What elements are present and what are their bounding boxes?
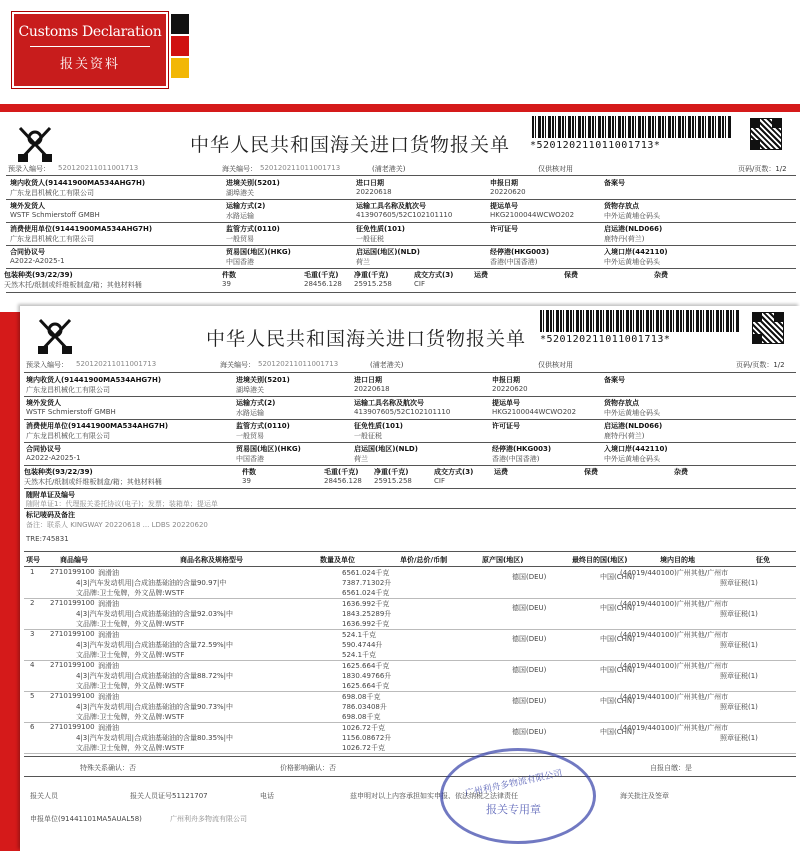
field-label: 杂费 bbox=[674, 468, 688, 476]
field-value: 香港(中国香港) bbox=[490, 258, 538, 266]
item-code: 2710199100 bbox=[50, 661, 95, 669]
item-final-destination: 中国(CHN) bbox=[600, 728, 635, 736]
flag-stripe-yellow bbox=[171, 58, 189, 78]
table-column-header: 征免 bbox=[756, 556, 770, 564]
field-value: 25915.258 bbox=[374, 477, 412, 485]
field-label: 征免性质(101) bbox=[356, 225, 406, 233]
item-qty-1: 1625.664千克 bbox=[342, 662, 390, 670]
marks-extra: TRE:745831 bbox=[26, 535, 69, 543]
item-origin: 德国(DEU) bbox=[512, 573, 547, 581]
field-label: 运输工具名称及航次号 bbox=[354, 399, 424, 407]
price-influence: 价格影响确认：否 bbox=[280, 764, 336, 772]
field-value: 39 bbox=[222, 280, 231, 288]
field-label: 运输工具名称及航次号 bbox=[356, 202, 426, 210]
table-row bbox=[20, 723, 800, 754]
field-label: 申报日期 bbox=[492, 376, 520, 384]
field-label: 监管方式(0110) bbox=[236, 422, 290, 430]
item-code: 2710199100 bbox=[50, 568, 95, 576]
item-name: 润滑油 bbox=[98, 600, 119, 608]
declarant-cert: 报关人员证号51121707 bbox=[130, 792, 208, 800]
item-name: 润滑油 bbox=[98, 631, 119, 639]
field-value: 20220620 bbox=[490, 188, 526, 196]
field-label: 启运港(NLD066) bbox=[604, 422, 663, 430]
field-value: 一般贸易 bbox=[236, 432, 264, 440]
grid-line bbox=[6, 199, 796, 200]
field-label: 入境口岸(442110) bbox=[604, 248, 668, 256]
field-value: WSTF Schmierstoff GMBH bbox=[26, 408, 116, 416]
field-label: 净重(千克) bbox=[354, 271, 389, 279]
grid-line bbox=[24, 566, 796, 567]
grid-line bbox=[24, 442, 796, 443]
item-qty-2: 786.03408升 bbox=[342, 703, 387, 711]
table-row bbox=[20, 661, 800, 692]
field-value: 广东龙昌机械化工有限公司 bbox=[26, 432, 110, 440]
stamp-bottom-text: 报关专用章 bbox=[486, 803, 541, 816]
customs-declaration-badge bbox=[12, 12, 168, 88]
item-final-destination: 中国(CHN) bbox=[600, 635, 635, 643]
table-row bbox=[20, 630, 800, 661]
field-value: 鹿特丹(荷兰) bbox=[604, 235, 645, 243]
item-final-destination: 中国(CHN) bbox=[600, 666, 635, 674]
field-label: 运费 bbox=[494, 468, 508, 476]
field-label: 件数 bbox=[242, 468, 256, 476]
field-value: 广东龙昌机械化工有限公司 bbox=[10, 189, 94, 197]
item-domestic-destination: (44019/440100)广州其他/广州市 bbox=[620, 569, 729, 577]
form-title: 中华人民共和国海关进口货物报关单 bbox=[190, 134, 511, 156]
customs-note: 海关批注及签章 bbox=[620, 792, 669, 800]
grid-line bbox=[24, 776, 796, 777]
item-spec: 4|3|汽车发动机用|合成油基础油的含量80.35%|中 bbox=[76, 734, 234, 742]
item-final-destination: 中国(CHN) bbox=[600, 604, 635, 612]
grid-line bbox=[6, 268, 796, 269]
item-spec: 4|3|汽车发动机用|合成油基础油的含量92.03%|中 bbox=[76, 610, 234, 618]
item-brand: 文品牌:卫士兔牌，外文品牌:WSTF bbox=[76, 589, 185, 597]
item-domestic-destination: (44019/440100)广州其他/广州市 bbox=[620, 693, 729, 701]
item-origin: 德国(DEU) bbox=[512, 604, 547, 612]
field-label: 征免性质(101) bbox=[354, 422, 404, 430]
field-value: 天然木托/纸制或纤维板制盒/箱；其他材料桶 bbox=[4, 281, 142, 289]
item-qty-1: 6561.024千克 bbox=[342, 569, 390, 577]
field-value: 中国香港 bbox=[236, 455, 264, 463]
item-domestic-destination: (44019/440100)广州其他/广州市 bbox=[620, 662, 729, 670]
field-value: 天然木托/纸制或纤维板制盒/箱；其他材料桶 bbox=[24, 478, 162, 486]
item-final-destination: 中国(CHN) bbox=[600, 697, 635, 705]
item-brand: 文品牌:卫士兔牌，外文品牌:WSTF bbox=[76, 713, 185, 721]
field-value: WSTF Schmierstoff GMBH bbox=[10, 211, 100, 219]
item-code: 2710199100 bbox=[50, 599, 95, 607]
item-origin: 德国(DEU) bbox=[512, 728, 547, 736]
item-qty-1: 1026.72千克 bbox=[342, 724, 385, 732]
customs-number: 520120211011001713 bbox=[260, 164, 341, 172]
verify-only-note: 仅供核对用 bbox=[538, 165, 573, 173]
item-qty-3: 6561.024千克 bbox=[342, 589, 390, 597]
field-label: 运费 bbox=[474, 271, 488, 279]
field-label: 入境口岸(442110) bbox=[604, 445, 668, 453]
table-column-header: 最终目的国(地区) bbox=[572, 556, 628, 564]
item-qty-3: 698.08千克 bbox=[342, 713, 381, 721]
grid-line bbox=[24, 488, 796, 489]
stamp-ring-text: 广州利舟多物流有限公司 bbox=[464, 768, 564, 800]
item-final-destination: 中国(CHN) bbox=[600, 573, 635, 581]
field-value: 39 bbox=[242, 477, 251, 485]
badge-title-cn: 报关资料 bbox=[59, 57, 120, 72]
field-value: 20220618 bbox=[356, 188, 392, 196]
item-brand: 文品牌:卫士兔牌，外文品牌:WSTF bbox=[76, 744, 185, 752]
customs-number-label: 海关编号： bbox=[220, 361, 255, 369]
table-column-header: 境内目的地 bbox=[660, 556, 695, 564]
item-brand: 文品牌:卫士兔牌，外文品牌:WSTF bbox=[76, 651, 185, 659]
field-label: 包装种类(93/22/39) bbox=[24, 468, 93, 476]
field-value: CIF bbox=[414, 280, 425, 288]
marks-remarks-value: 备注：联系人 KINGWAY 20220618 ... LDBS 20220620 bbox=[26, 521, 208, 529]
field-label: 启运国(地区)(NLD) bbox=[356, 248, 420, 256]
declaring-unit-label: 申报单位(91441101MA5AUAL58) bbox=[30, 815, 142, 823]
field-value: 湖埠港关 bbox=[236, 386, 264, 394]
item-domestic-destination: (44019/440100)广州其他/广州市 bbox=[620, 600, 729, 608]
field-label: 启运国(地区)(NLD) bbox=[354, 445, 418, 453]
item-number: 5 bbox=[30, 692, 35, 700]
barcode-number: *520120211011001713* bbox=[530, 140, 661, 151]
field-label: 净重(千克) bbox=[374, 468, 409, 476]
field-value: 中外运黄埔仓码头 bbox=[604, 409, 660, 417]
declaration-form-front bbox=[20, 306, 800, 851]
item-origin: 德国(DEU) bbox=[512, 635, 547, 643]
prerecord-number: 520120211011001713 bbox=[58, 164, 139, 172]
declaring-unit-name: 广州利舟多物流有限公司 bbox=[170, 815, 247, 823]
field-label: 贸易国(地区)(HKG) bbox=[226, 248, 291, 256]
grid-line bbox=[24, 465, 796, 466]
field-value: 广东龙昌机械化工有限公司 bbox=[10, 235, 94, 243]
page-indicator: 页码/页数：1/2 bbox=[738, 165, 787, 173]
badge-title-en: Customs Declaration bbox=[18, 24, 162, 40]
grid-line bbox=[24, 396, 796, 397]
prerecord-label: 预录入编号： bbox=[8, 165, 50, 173]
field-label: 进境关别(5201) bbox=[236, 376, 290, 384]
item-number: 4 bbox=[30, 661, 35, 669]
attach-docs-label: 随附单证及编号 bbox=[26, 491, 75, 499]
special-relation: 特殊关系确认：否 bbox=[80, 764, 136, 772]
field-label: 许可证号 bbox=[492, 422, 520, 430]
grid-line bbox=[24, 551, 796, 552]
field-label: 货物存放点 bbox=[604, 202, 639, 210]
item-qty-2: 1843.25289升 bbox=[342, 610, 392, 618]
item-code: 2710199100 bbox=[50, 692, 95, 700]
field-label: 合同协议号 bbox=[10, 248, 45, 256]
field-label: 消费使用单位(91441900MA534AHG7H) bbox=[26, 422, 169, 430]
field-value: 中外运黄埔仓码头 bbox=[604, 455, 660, 463]
field-label: 备案号 bbox=[604, 376, 625, 384]
customs-emblem-icon bbox=[12, 120, 58, 166]
field-label: 成交方式(3) bbox=[414, 271, 454, 279]
field-value: 水路运输 bbox=[226, 212, 254, 220]
field-value: 广东龙昌机械化工有限公司 bbox=[26, 386, 110, 394]
table-row bbox=[20, 568, 800, 599]
item-number: 2 bbox=[30, 599, 35, 607]
grid-line bbox=[24, 372, 796, 373]
item-name: 润滑油 bbox=[98, 662, 119, 670]
item-spec: 4|3|汽车发动机用|合成油基础油的含量88.72%|中 bbox=[76, 672, 234, 680]
item-name: 润滑油 bbox=[98, 569, 119, 577]
field-value: 中外运黄埔仓码头 bbox=[604, 258, 660, 266]
self-declaration: 自报自缴：是 bbox=[650, 764, 692, 772]
badge-divider bbox=[30, 46, 150, 47]
field-value: 一般征税 bbox=[356, 235, 384, 243]
customs-emblem-icon bbox=[32, 312, 78, 358]
field-label: 件数 bbox=[222, 271, 236, 279]
table-column-header: 项号 bbox=[26, 556, 40, 564]
field-label: 经停港(HKG003) bbox=[492, 445, 552, 453]
table-column-header: 商品名称及规格型号 bbox=[180, 556, 243, 564]
item-tax-mode: 照章征税(1) bbox=[720, 703, 758, 711]
attach-docs-value: 随附单证1：代理报关委托协议(电子)；发票；装箱单；提运单 bbox=[26, 500, 218, 508]
marks-remarks-label: 标记唛码及备注 bbox=[26, 511, 75, 519]
field-value: 28456.128 bbox=[324, 477, 362, 485]
item-tax-mode: 照章征税(1) bbox=[720, 672, 758, 680]
prerecord-number: 520120211011001713 bbox=[76, 360, 157, 368]
item-tax-mode: 照章征税(1) bbox=[720, 734, 758, 742]
item-qty-1: 524.1千克 bbox=[342, 631, 377, 639]
item-number: 3 bbox=[30, 630, 35, 638]
item-tax-mode: 照章征税(1) bbox=[720, 641, 758, 649]
item-number: 1 bbox=[30, 568, 35, 576]
table-column-header: 商品编号 bbox=[60, 556, 88, 564]
field-label: 申报日期 bbox=[490, 179, 518, 187]
item-spec: 4|3|汽车发动机用|合成油基础油的含量72.59%|中 bbox=[76, 641, 234, 649]
grid-line bbox=[6, 175, 796, 176]
item-qty-3: 1636.992千克 bbox=[342, 620, 390, 628]
field-value: 413907605/52C102101110 bbox=[354, 408, 451, 416]
item-origin: 德国(DEU) bbox=[512, 697, 547, 705]
field-label: 保费 bbox=[584, 468, 598, 476]
qr-code-icon bbox=[752, 312, 784, 344]
page-indicator: 页码/页数：1/2 bbox=[736, 361, 785, 369]
table-column-header: 原产国(地区) bbox=[482, 556, 524, 564]
declarant-label: 报关人员 bbox=[30, 792, 58, 800]
item-qty-1: 698.08千克 bbox=[342, 693, 381, 701]
field-label: 监管方式(0110) bbox=[226, 225, 280, 233]
item-origin: 德国(DEU) bbox=[512, 666, 547, 674]
customs-number: 520120211011001713 bbox=[258, 360, 339, 368]
row-divider bbox=[24, 753, 796, 754]
field-label: 境内收货人(91441900MA534AHG7H) bbox=[26, 376, 162, 384]
table-row bbox=[20, 692, 800, 723]
prerecord-label: 预录入编号： bbox=[26, 361, 68, 369]
grid-line bbox=[24, 419, 796, 420]
field-value: 香港(中国香港) bbox=[492, 455, 540, 463]
field-value: 湖埠港关 bbox=[226, 189, 254, 197]
field-label: 进口日期 bbox=[354, 376, 382, 384]
field-value: HKG2100044WCWO202 bbox=[490, 211, 575, 219]
field-label: 包装种类(93/22/39) bbox=[4, 271, 73, 279]
field-value: 水路运输 bbox=[236, 409, 264, 417]
item-tax-mode: 照章征税(1) bbox=[720, 610, 758, 618]
item-spec: 4|3|汽车发动机用|合成油基础油的含量90.73%|中 bbox=[76, 703, 234, 711]
table-row bbox=[20, 599, 800, 630]
item-qty-3: 1026.72千克 bbox=[342, 744, 385, 752]
field-label: 提运单号 bbox=[492, 399, 520, 407]
field-value: A2022-A2025-1 bbox=[26, 454, 81, 462]
port-note: (浦老港关) bbox=[370, 361, 404, 369]
qr-code-icon bbox=[750, 118, 782, 150]
field-value: 一般征税 bbox=[354, 432, 382, 440]
item-domestic-destination: (44019/440100)广州其他/广州市 bbox=[620, 631, 729, 639]
item-brand: 文品牌:卫士兔牌，外文品牌:WSTF bbox=[76, 620, 185, 628]
form-title: 中华人民共和国海关进口货物报关单 bbox=[206, 328, 527, 350]
field-value: 20220618 bbox=[354, 385, 390, 393]
field-label: 启运港(NLD066) bbox=[604, 225, 663, 233]
field-value: HKG2100044WCWO202 bbox=[492, 408, 577, 416]
flag-stripe-red bbox=[171, 36, 189, 56]
field-value: 28456.128 bbox=[304, 280, 342, 288]
grid-line bbox=[6, 292, 796, 293]
field-label: 毛重(千克) bbox=[324, 468, 359, 476]
field-label: 境内收货人(91441900MA534AHG7H) bbox=[10, 179, 146, 187]
field-label: 提运单号 bbox=[490, 202, 518, 210]
field-label: 毛重(千克) bbox=[304, 271, 339, 279]
field-value: CIF bbox=[434, 477, 445, 485]
field-value: 20220620 bbox=[492, 385, 528, 393]
item-name: 润滑油 bbox=[98, 693, 119, 701]
grid-line bbox=[6, 245, 796, 246]
field-value: A2022-A2025-1 bbox=[10, 257, 65, 265]
field-value: 25915.258 bbox=[354, 280, 392, 288]
item-qty-2: 590.4744升 bbox=[342, 641, 383, 649]
item-name: 润滑油 bbox=[98, 724, 119, 732]
grid-line bbox=[6, 222, 796, 223]
field-label: 境外发货人 bbox=[26, 399, 61, 407]
item-qty-1: 1636.992千克 bbox=[342, 600, 390, 608]
field-value: 荷兰 bbox=[354, 455, 368, 463]
field-label: 运输方式(2) bbox=[226, 202, 266, 210]
field-label: 消费使用单位(91441900MA534AHG7H) bbox=[10, 225, 153, 233]
field-label: 保费 bbox=[564, 271, 578, 279]
field-label: 备案号 bbox=[604, 179, 625, 187]
table-column-header: 数量及单位 bbox=[320, 556, 355, 564]
barcode bbox=[532, 116, 732, 138]
field-label: 货物存放点 bbox=[604, 399, 639, 407]
item-qty-2: 1830.49766升 bbox=[342, 672, 392, 680]
declaration-form-back bbox=[0, 112, 800, 312]
customs-number-label: 海关编号： bbox=[222, 165, 257, 173]
item-number: 6 bbox=[30, 723, 35, 731]
item-code: 2710199100 bbox=[50, 630, 95, 638]
legal-statement: 兹申明对以上内容承担如实申报、依法纳税之法律责任 bbox=[350, 792, 518, 800]
item-qty-2: 7387.71302升 bbox=[342, 579, 392, 587]
field-label: 境外发货人 bbox=[10, 202, 45, 210]
barcode bbox=[540, 310, 740, 332]
field-value: 413907605/52C102101110 bbox=[356, 211, 453, 219]
port-note: (浦老港关) bbox=[372, 165, 406, 173]
item-domestic-destination: (44019/440100)广州其他/广州市 bbox=[620, 724, 729, 732]
customs-stamp bbox=[440, 748, 596, 844]
field-label: 合同协议号 bbox=[26, 445, 61, 453]
item-code: 2710199100 bbox=[50, 723, 95, 731]
field-label: 进口日期 bbox=[356, 179, 384, 187]
field-value: 鹿特丹(荷兰) bbox=[604, 432, 645, 440]
field-value: 一般贸易 bbox=[226, 235, 254, 243]
barcode-number: *520120211011001713* bbox=[540, 334, 671, 345]
field-label: 许可证号 bbox=[490, 225, 518, 233]
item-qty-2: 1156.08672升 bbox=[342, 734, 392, 742]
field-value: 荷兰 bbox=[356, 258, 370, 266]
field-label: 运输方式(2) bbox=[236, 399, 276, 407]
phone-label: 电话 bbox=[260, 792, 274, 800]
table-column-header: 单价/总价/币制 bbox=[400, 556, 448, 564]
item-qty-3: 1625.664千克 bbox=[342, 682, 390, 690]
item-brand: 文品牌:卫士兔牌，外文品牌:WSTF bbox=[76, 682, 185, 690]
field-label: 经停港(HKG003) bbox=[490, 248, 550, 256]
item-qty-3: 524.1千克 bbox=[342, 651, 377, 659]
field-value: 中国香港 bbox=[226, 258, 254, 266]
field-value: 中外运黄埔仓码头 bbox=[604, 212, 660, 220]
item-spec: 4|3|汽车发动机用|合成油基础油的含量90.97|中 bbox=[76, 579, 227, 587]
verify-only-note: 仅供核对用 bbox=[538, 361, 573, 369]
item-tax-mode: 照章征税(1) bbox=[720, 579, 758, 587]
field-label: 杂费 bbox=[654, 271, 668, 279]
flag-stripe-black bbox=[171, 14, 189, 34]
field-label: 成交方式(3) bbox=[434, 468, 474, 476]
field-label: 贸易国(地区)(HKG) bbox=[236, 445, 301, 453]
grid-line bbox=[24, 756, 796, 757]
field-label: 进境关别(5201) bbox=[226, 179, 280, 187]
